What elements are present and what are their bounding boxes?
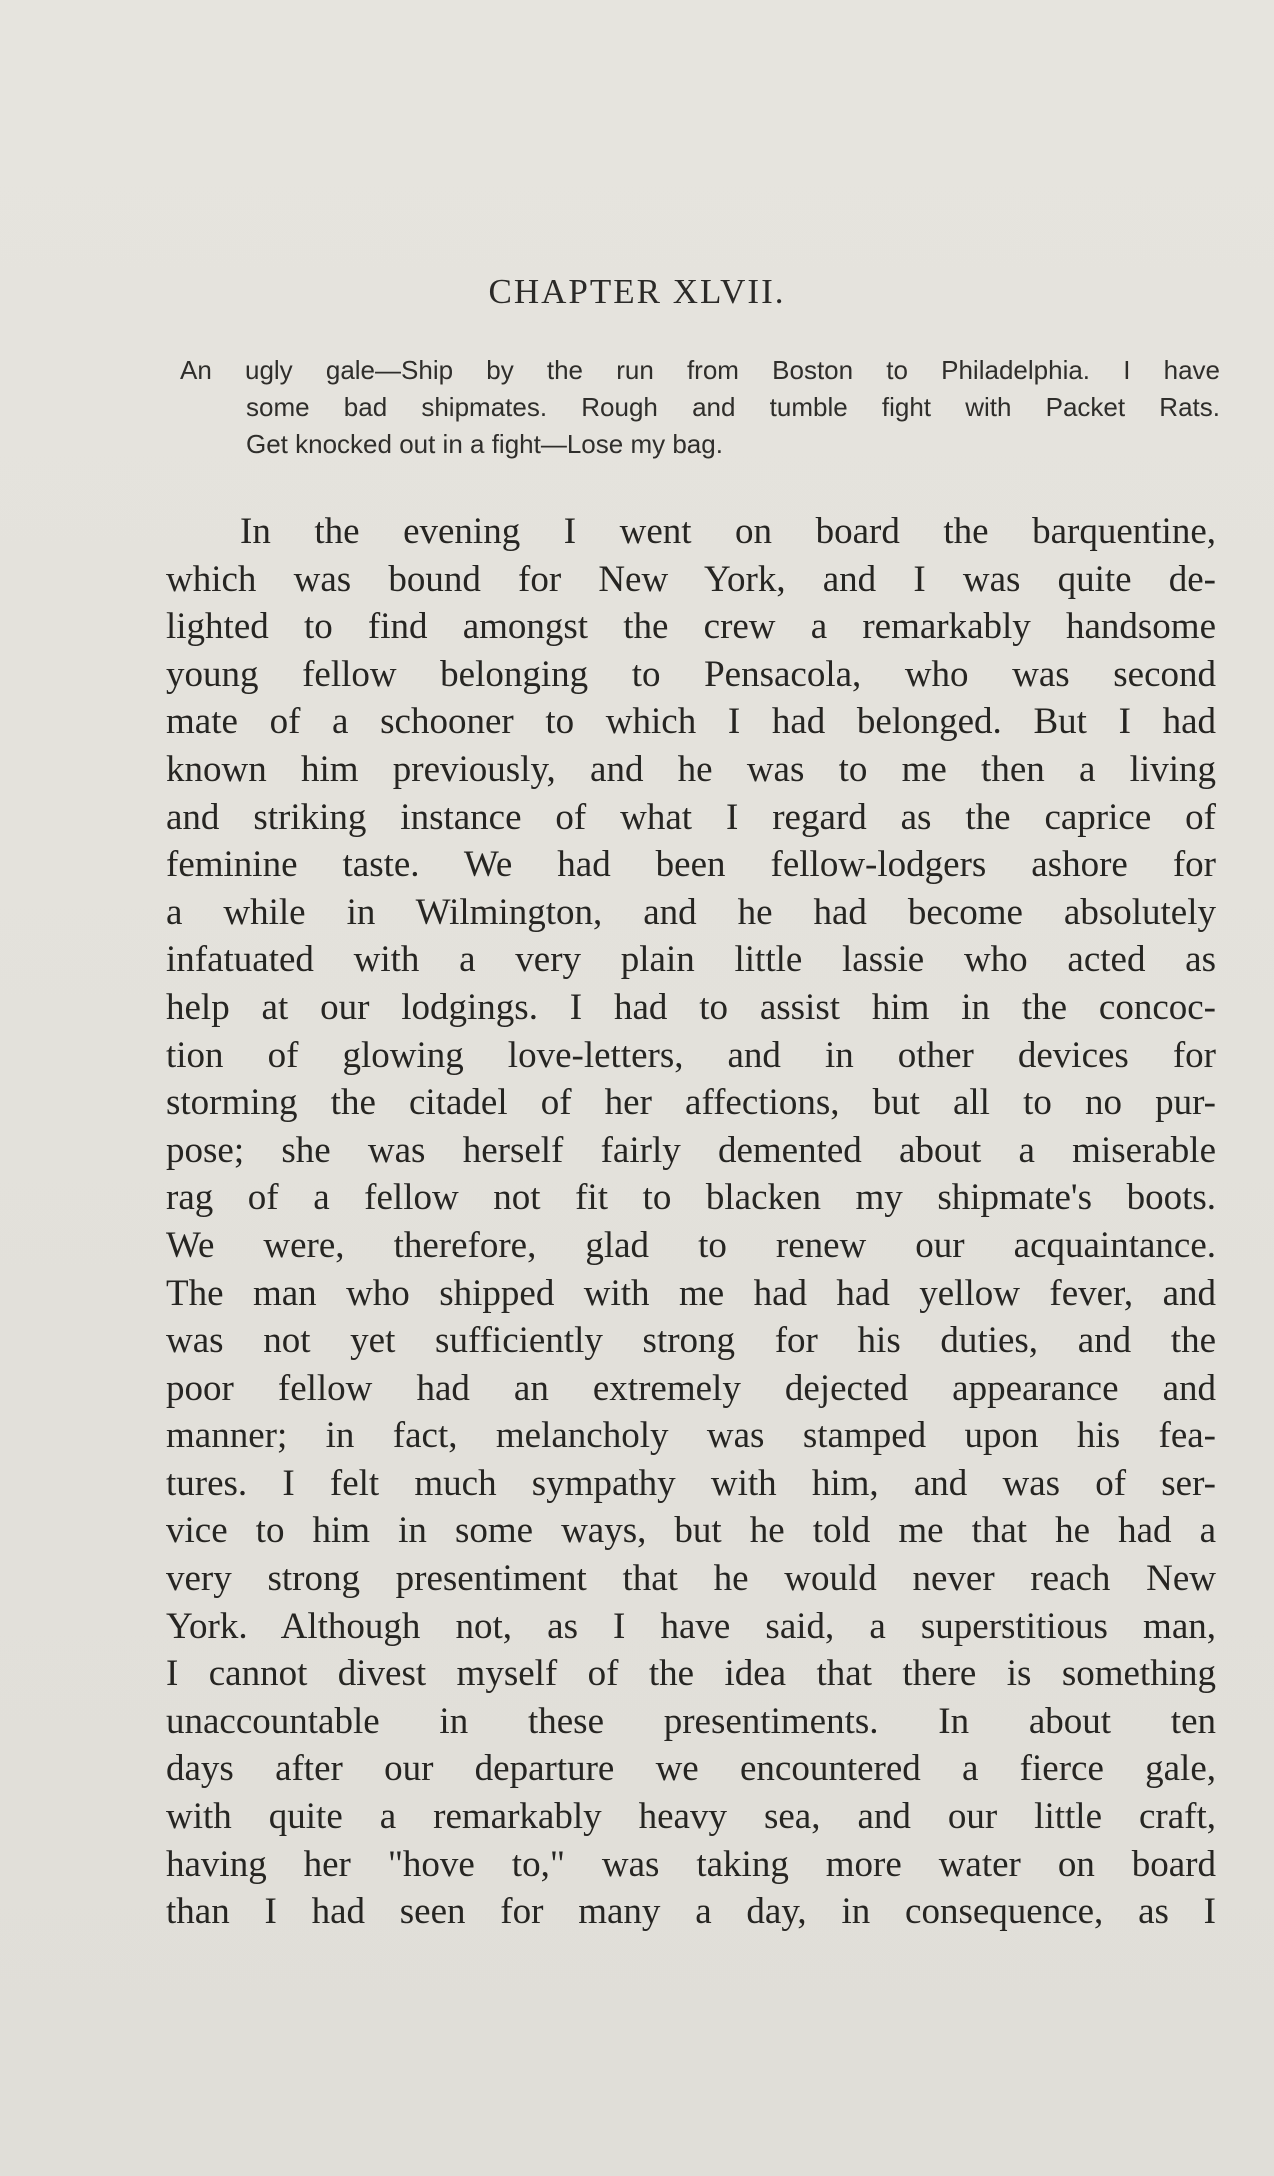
- body-line: and striking instance of what I regard as the caprice of: [166, 796, 1216, 838]
- body-line: The man who shipped with me had had yellow fever, and: [166, 1272, 1216, 1314]
- body-line: lighted to find amongst the crew a remarkably handsome: [166, 606, 1216, 648]
- summary-line: some bad shipmates. Rough and tumble fight with Packet Rats.: [246, 392, 1220, 422]
- body-line: vice to him in some ways, but he told me that he had a: [166, 1510, 1216, 1552]
- body-line: young fellow belonging to Pensacola, who was second: [166, 653, 1216, 695]
- body-line: was not yet sufficiently strong for his duties, and the: [166, 1320, 1216, 1362]
- summary-line: Get knocked out in a fight—Lose my bag.: [246, 429, 723, 459]
- body-line: a while in Wilmington, and he had become absolutely: [166, 891, 1216, 933]
- chapter-title: CHAPTER XLVII.: [488, 272, 786, 311]
- body-line: manner; in fact, melancholy was stamped upon his fea-: [166, 1415, 1216, 1457]
- body-line: unaccountable in these presentiments. In about ten: [166, 1700, 1216, 1742]
- body-line: which was bound for New York, and I was quite de-: [166, 558, 1216, 600]
- body-line: rag of a fellow not fit to blacken my shipmate's boots.: [166, 1177, 1216, 1219]
- body-line: I cannot divest myself of the idea that there is something: [166, 1653, 1216, 1695]
- body-line: poor fellow had an extremely dejected appearance and: [166, 1367, 1216, 1409]
- body-line: having her "hove to," was taking more water on board: [166, 1843, 1216, 1885]
- body-line: with quite a remarkably heavy sea, and our little craft,: [166, 1796, 1216, 1838]
- body-line: tion of glowing love-letters, and in other devices for: [166, 1034, 1216, 1076]
- body-line: days after our departure we encountered a fierce gale,: [166, 1748, 1216, 1790]
- body-line: known him previously, and he was to me then a living: [166, 748, 1216, 790]
- body-line: pose; she was herself fairly demented about a miserable: [166, 1129, 1216, 1171]
- body-text: [166, 508, 1216, 1936]
- body-line: very strong presentiment that he would never reach New: [166, 1558, 1216, 1600]
- chapter-summary: [180, 352, 1220, 463]
- body-line: infatuated with a very plain little lassie who acted as: [166, 939, 1216, 981]
- body-line: mate of a schooner to which I had belonged. But I had: [166, 701, 1216, 743]
- summary-line: An ugly gale—Ship by the run from Boston to Philadelphia. I have: [180, 355, 1220, 385]
- body-line: feminine taste. We had been fellow-lodgers ashore for: [166, 844, 1216, 886]
- body-line: help at our lodgings. I had to assist him in the concoc-: [166, 986, 1216, 1028]
- body-line: tures. I felt much sympathy with him, and was of ser-: [166, 1462, 1216, 1504]
- body-line: storming the citadel of her affections, but all to no pur-: [166, 1082, 1216, 1124]
- body-line: than I had seen for many a day, in consequence, as I: [166, 1891, 1216, 1933]
- body-line: In the evening I went on board the barquentine,: [240, 511, 1216, 552]
- body-line: York. Although not, as I have said, a superstitious man,: [166, 1605, 1216, 1647]
- body-line: We were, therefore, glad to renew our acquaintance.: [166, 1224, 1216, 1266]
